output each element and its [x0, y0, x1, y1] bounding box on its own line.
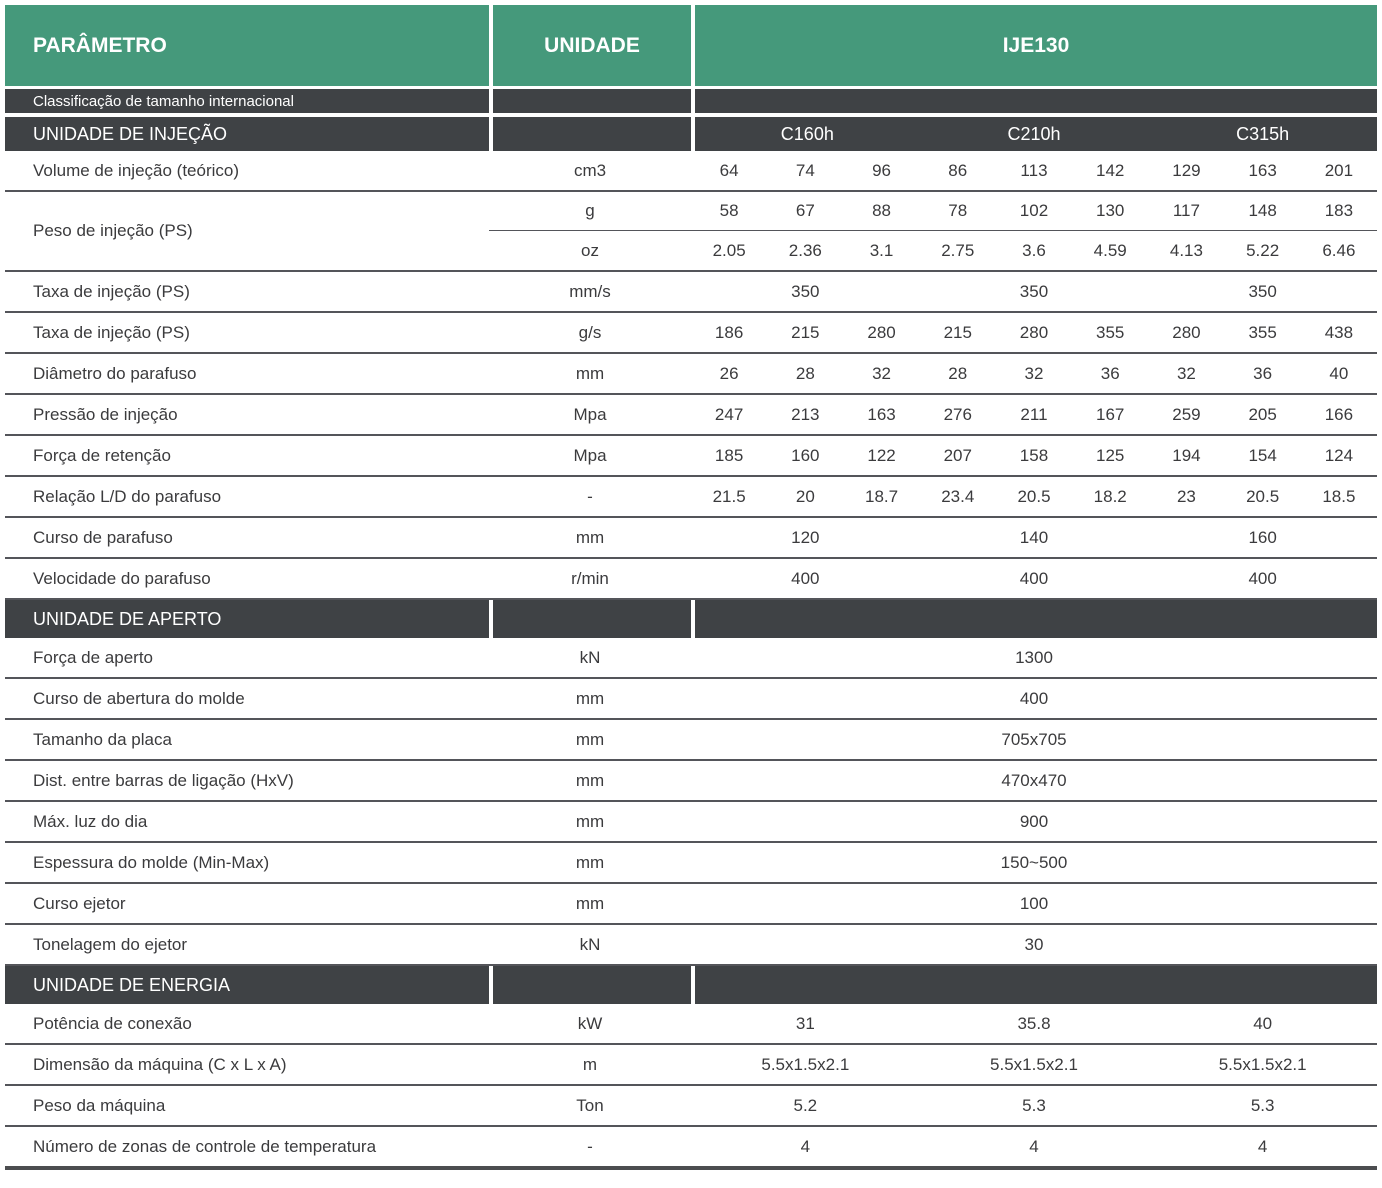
section-unit-cell [489, 966, 691, 1004]
section-values-cell [691, 600, 1377, 638]
cell-value: 350 [1148, 272, 1377, 313]
cell-value: 23 [1148, 477, 1224, 518]
section-label-injection-unit: UNIDADE DE INJEÇÃO [5, 113, 489, 151]
column-header-unidade: UNIDADE [489, 5, 691, 86]
cell-value: 20 [767, 477, 843, 518]
cell-value: 120 [691, 518, 920, 559]
cell-value: 280 [1148, 313, 1224, 354]
cell-value: 183 [1301, 192, 1377, 231]
column-header-parametro: PARÂMETRO [5, 5, 489, 86]
cell-value: 129 [1148, 151, 1224, 192]
cell-value: 350 [920, 272, 1149, 313]
section-unit-cell [489, 600, 691, 638]
row-unit: - [489, 477, 691, 518]
row-unit: kN [489, 638, 691, 679]
cell-value: 20.5 [1225, 477, 1301, 518]
classification-label: Classificação de tamanho internacional [5, 86, 489, 113]
cell-value: 4.13 [1148, 231, 1224, 272]
row-unit: mm [489, 354, 691, 395]
column-header-model: IJE130 [691, 5, 1377, 86]
cell-value: 36 [1072, 354, 1148, 395]
row-label: Relação L/D do parafuso [5, 477, 489, 518]
table-row [5, 395, 1377, 436]
cell-value: 32 [1148, 354, 1224, 395]
cell-value: 117 [1148, 192, 1224, 231]
row-label: Espessura do molde (Min-Max) [5, 843, 489, 884]
classification-row [5, 86, 1377, 113]
cell-value: 167 [1072, 395, 1148, 436]
cell-value: 32 [843, 354, 919, 395]
cell-value: 78 [920, 192, 996, 231]
cell-value: 4 [1148, 1127, 1377, 1170]
table-row [5, 1004, 1377, 1045]
cell-value: 160 [767, 436, 843, 477]
cell-value: 5.3 [1148, 1086, 1377, 1127]
row-unit: mm [489, 802, 691, 843]
cell-value: 5.5x1.5x2.1 [691, 1045, 920, 1086]
table-row [5, 1045, 1377, 1086]
row-unit: Ton [489, 1086, 691, 1127]
cell-value: 102 [996, 192, 1072, 231]
row-label: Peso da máquina [5, 1086, 489, 1127]
cell-value: 30 [691, 925, 1377, 966]
row-label: Tonelagem do ejetor [5, 925, 489, 966]
table-row [5, 802, 1377, 843]
cell-value: 166 [1301, 395, 1377, 436]
row-label: Força de aperto [5, 638, 489, 679]
row-label: Potência de conexão [5, 1004, 489, 1045]
cell-value: 213 [767, 395, 843, 436]
cell-value: 36 [1225, 354, 1301, 395]
cell-value: 1300 [691, 638, 1377, 679]
cell-value: 705x705 [691, 720, 1377, 761]
spec-table [5, 5, 1377, 1170]
table-row [5, 679, 1377, 720]
table-row [5, 884, 1377, 925]
cell-value: 438 [1301, 313, 1377, 354]
cell-value: 26 [691, 354, 767, 395]
cell-value: 18.2 [1072, 477, 1148, 518]
section-label: UNIDADE DE ENERGIA [5, 966, 489, 1004]
cell-value: 185 [691, 436, 767, 477]
table-row [5, 1127, 1377, 1170]
cell-value: 4.59 [1072, 231, 1148, 272]
row-label: Peso de injeção (PS) [5, 192, 489, 272]
row-unit: m [489, 1045, 691, 1086]
cell-value: 67 [767, 192, 843, 231]
table-row [5, 313, 1377, 354]
cell-value: 215 [920, 313, 996, 354]
cell-value: 28 [767, 354, 843, 395]
cell-value: 142 [1072, 151, 1148, 192]
cell-value: 35.8 [920, 1004, 1149, 1045]
group-header-c160h: C160h [691, 113, 920, 151]
cell-value: 32 [996, 354, 1072, 395]
cell-value: 400 [1148, 559, 1377, 600]
cell-value: 150~500 [691, 843, 1377, 884]
cell-value: 40 [1301, 354, 1377, 395]
cell-value: 96 [843, 151, 919, 192]
row-label: Tamanho da placa [5, 720, 489, 761]
cell-value: 194 [1148, 436, 1224, 477]
cell-value: 276 [920, 395, 996, 436]
row-label: Máx. luz do dia [5, 802, 489, 843]
row-unit: kN [489, 925, 691, 966]
row-unit: mm [489, 761, 691, 802]
cell-value: 88 [843, 192, 919, 231]
row-label: Curso de abertura do molde [5, 679, 489, 720]
cell-value: 74 [767, 151, 843, 192]
group-header-c315h: C315h [1148, 113, 1377, 151]
row-unit: g/s [489, 313, 691, 354]
table-row [5, 272, 1377, 313]
cell-value: 2.75 [920, 231, 996, 272]
cell-value: 6.46 [1301, 231, 1377, 272]
cell-value: 5.22 [1225, 231, 1301, 272]
table-row [5, 761, 1377, 802]
table-row [5, 559, 1377, 600]
row-label: Diâmetro do parafuso [5, 354, 489, 395]
cell-value: 355 [1072, 313, 1148, 354]
cell-value: 154 [1225, 436, 1301, 477]
cell-value: 163 [843, 395, 919, 436]
table-row [5, 1086, 1377, 1127]
cell-value: 18.5 [1301, 477, 1377, 518]
row-unit: oz [489, 231, 691, 272]
table-row [5, 151, 1377, 192]
cell-value: 64 [691, 151, 767, 192]
cell-value: 86 [920, 151, 996, 192]
row-label: Curso de parafuso [5, 518, 489, 559]
cell-value: 23.4 [920, 477, 996, 518]
cell-value: 205 [1225, 395, 1301, 436]
table-header-row [5, 5, 1377, 86]
section-label: UNIDADE DE APERTO [5, 600, 489, 638]
row-label: Velocidade do parafuso [5, 559, 489, 600]
cell-value: 400 [691, 679, 1377, 720]
row-unit: mm/s [489, 272, 691, 313]
row-label: Taxa de injeção (PS) [5, 313, 489, 354]
cell-value: 5.3 [920, 1086, 1149, 1127]
cell-value: 148 [1225, 192, 1301, 231]
table-row [5, 843, 1377, 884]
cell-value: 2.05 [691, 231, 767, 272]
table-row [5, 477, 1377, 518]
row-label: Força de retenção [5, 436, 489, 477]
cell-value: 21.5 [691, 477, 767, 518]
cell-value: 125 [1072, 436, 1148, 477]
cell-value: 5.5x1.5x2.1 [920, 1045, 1149, 1086]
row-unit: r/min [489, 559, 691, 600]
section-row [5, 600, 1377, 638]
cell-value: 470x470 [691, 761, 1377, 802]
row-unit: mm [489, 518, 691, 559]
table-row [5, 436, 1377, 477]
cell-value: 4 [691, 1127, 920, 1170]
row-unit: mm [489, 884, 691, 925]
cell-value: 100 [691, 884, 1377, 925]
cell-value: 163 [1225, 151, 1301, 192]
cell-value: 207 [920, 436, 996, 477]
cell-value: 400 [920, 559, 1149, 600]
cell-value: 28 [920, 354, 996, 395]
cell-value: 31 [691, 1004, 920, 1045]
cell-value: 40 [1148, 1004, 1377, 1045]
classification-unit-cell [489, 86, 691, 113]
classification-values-cell [691, 86, 1377, 113]
cell-value: 201 [1301, 151, 1377, 192]
cell-value: 2.36 [767, 231, 843, 272]
section-values-cell [691, 966, 1377, 1004]
row-label: Curso ejetor [5, 884, 489, 925]
cell-value: 186 [691, 313, 767, 354]
row-unit: mm [489, 720, 691, 761]
row-unit: Mpa [489, 395, 691, 436]
cell-value: 215 [767, 313, 843, 354]
injection-unit-empty-cell [489, 113, 691, 151]
cell-value: 280 [996, 313, 1072, 354]
cell-value: 259 [1148, 395, 1224, 436]
cell-value: 140 [920, 518, 1149, 559]
cell-value: 124 [1301, 436, 1377, 477]
row-unit: mm [489, 679, 691, 720]
group-header-c210h: C210h [920, 113, 1149, 151]
table-row [5, 720, 1377, 761]
row-label: Pressão de injeção [5, 395, 489, 436]
cell-value: 280 [843, 313, 919, 354]
cell-value: 158 [996, 436, 1072, 477]
cell-value: 4 [920, 1127, 1149, 1170]
row-unit: Mpa [489, 436, 691, 477]
cell-value: 900 [691, 802, 1377, 843]
cell-value: 211 [996, 395, 1072, 436]
cell-value: 5.2 [691, 1086, 920, 1127]
cell-value: 400 [691, 559, 920, 600]
cell-value: 18.7 [843, 477, 919, 518]
row-label: Taxa de injeção (PS) [5, 272, 489, 313]
cell-value: 113 [996, 151, 1072, 192]
row-label: Dimensão da máquina (C x L x A) [5, 1045, 489, 1086]
injection-unit-section-row [5, 113, 1377, 151]
row-label: Volume de injeção (teórico) [5, 151, 489, 192]
cell-value: 58 [691, 192, 767, 231]
cell-value: 350 [691, 272, 920, 313]
row-unit: kW [489, 1004, 691, 1045]
cell-value: 20.5 [996, 477, 1072, 518]
cell-value: 3.1 [843, 231, 919, 272]
row-label: Número de zonas de controle de temperatura [5, 1127, 489, 1170]
cell-value: 5.5x1.5x2.1 [1148, 1045, 1377, 1086]
cell-value: 130 [1072, 192, 1148, 231]
row-label: Dist. entre barras de ligação (HxV) [5, 761, 489, 802]
cell-value: 122 [843, 436, 919, 477]
cell-value: 247 [691, 395, 767, 436]
table-row [5, 638, 1377, 679]
table-row [5, 354, 1377, 395]
cell-value: 3.6 [996, 231, 1072, 272]
cell-value: 355 [1225, 313, 1301, 354]
row-unit: mm [489, 843, 691, 884]
section-row [5, 966, 1377, 1004]
row-unit: cm3 [489, 151, 691, 192]
row-unit: - [489, 1127, 691, 1170]
table-row [5, 518, 1377, 559]
table-row [5, 925, 1377, 966]
row-unit: g [489, 192, 691, 231]
cell-value: 160 [1148, 518, 1377, 559]
table-row [5, 192, 1377, 231]
